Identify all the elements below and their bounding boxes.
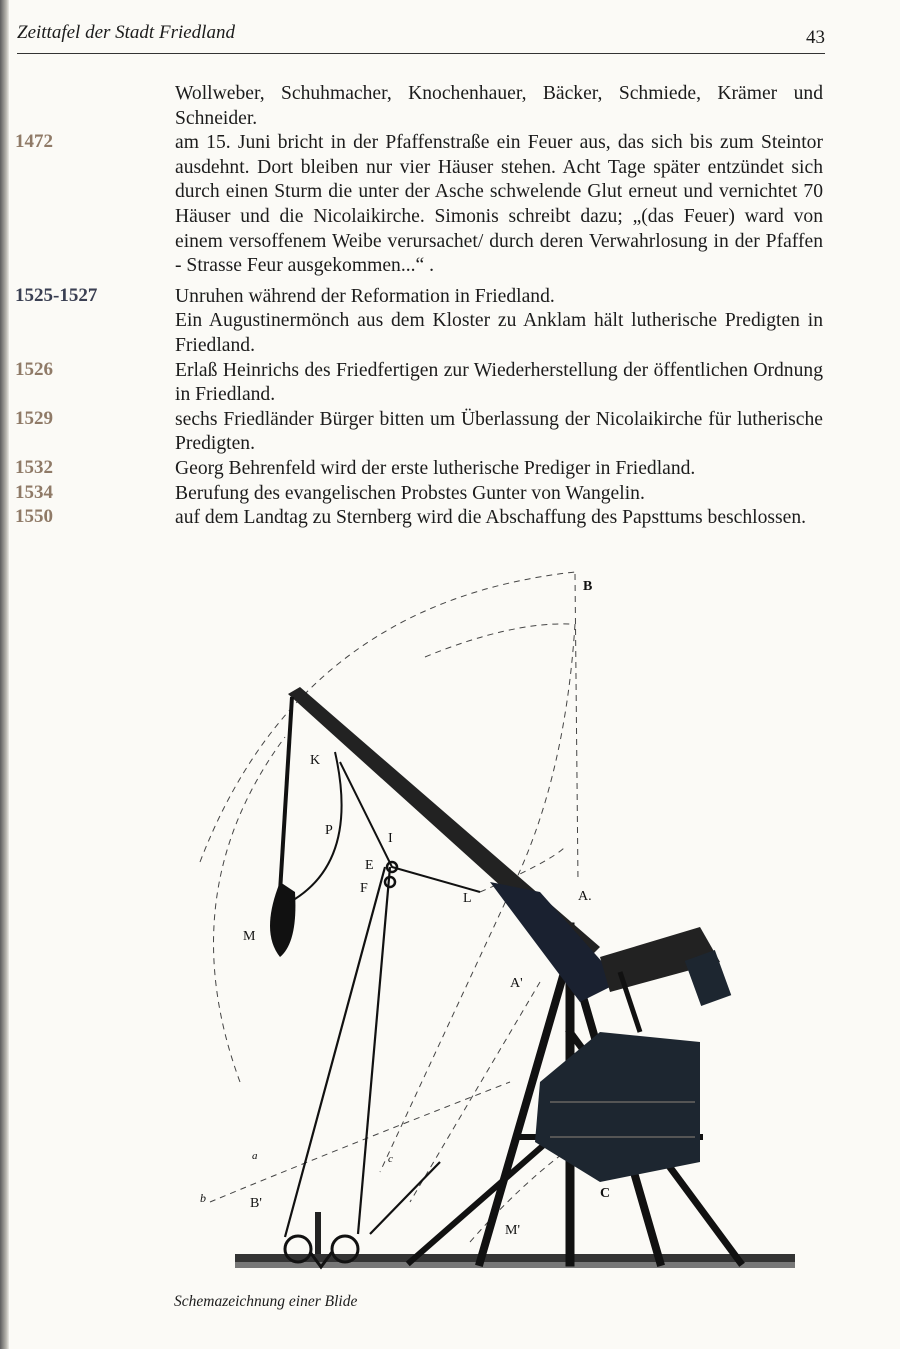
winch-post xyxy=(315,1212,321,1254)
label-b-prime: B' xyxy=(250,1196,262,1211)
entry-year: 1534 xyxy=(15,481,53,503)
label-small-c: c xyxy=(388,1153,393,1165)
label-f: F xyxy=(360,881,368,896)
entry-year: 1532 xyxy=(15,456,53,478)
label-k: K xyxy=(310,753,321,768)
figure-caption: Schemazeichnung einer Blide xyxy=(174,1293,358,1310)
lower-arc xyxy=(210,1082,510,1202)
rope-short xyxy=(370,1162,440,1234)
sling-release-cord xyxy=(290,752,342,902)
entry-year: 1529 xyxy=(15,407,53,429)
label-p: P xyxy=(325,823,333,838)
label-e: E xyxy=(365,858,374,873)
label-small-a: a xyxy=(252,1150,258,1162)
entry-year: 1526 xyxy=(15,358,53,380)
vertical-axis xyxy=(575,574,578,882)
chronology-list xyxy=(0,82,900,531)
chronology-entry xyxy=(0,408,900,457)
upper-arc xyxy=(425,624,570,657)
entry-text: Georg Behrenfeld wird der erste lutherische Prediger in Friedland. xyxy=(175,457,696,479)
label-c: C xyxy=(600,1186,611,1201)
header-rule xyxy=(17,53,825,54)
outer-arc xyxy=(200,572,575,862)
counterweight xyxy=(535,1032,700,1182)
label-m: M xyxy=(243,929,256,944)
entry-text: Erlaß Heinrichs des Friedfertigen zur Wiederherstellung der öffentlichen Ordnung in Friedland. xyxy=(175,359,823,406)
running-title: Zeittafel der Stadt Friedland xyxy=(17,22,235,43)
label-b: B xyxy=(583,579,593,594)
label-a: A. xyxy=(578,889,592,904)
entry-text: auf dem Landtag zu Sternberg wird die Abschaffung des Papsttums beschlossen. xyxy=(175,507,807,529)
chronology-entry xyxy=(0,506,900,531)
chronology-entry xyxy=(0,82,900,131)
label-m-prime: M' xyxy=(505,1223,520,1238)
entry-text: Ein Augustinermönch aus dem Kloster zu Anklam hält lutherische Predigten in Friedland. xyxy=(175,310,823,356)
sling-pouch xyxy=(270,882,295,957)
entry-text: am 15. Juni bricht in der Pfaffenstraße ein Feuer aus, das sich bis zum Steintor ausdehnt. Dort bleiben nur vier Häuser stehen. Acht Tage später entzündet sich durch einen Sturm die unter der Asche schwelende Glut erneut und vernichtet 70 Häuser und die Nicolaikirche. Simonis schreibt dazu; „(das Feuer) ward von einem versoffenem Weibe verursachet/ durch deren Verwahrlosung in der Pfaffen - Strasse Feur ausgekommen...“ . xyxy=(175,132,823,277)
entry-text: Berufung des evangelischen Probstes Gunter von Wangelin. xyxy=(175,482,645,504)
release-line xyxy=(380,892,510,1172)
entry-text: Wollweber, Schuhmacher, Knochenhauer, Bäcker, Schmiede, Krämer und Schneider. xyxy=(175,83,823,129)
entry-text: sechs Friedländer Bürger bitten um Überlassung der Nicolaikirche für lutherische Predigten. xyxy=(175,408,823,455)
chronology-entry xyxy=(0,359,900,408)
entry-year: 1472 xyxy=(15,131,53,153)
trebuchet-diagram xyxy=(180,562,820,1302)
counterweight-box xyxy=(535,1032,700,1182)
entry-text: Unruhen während der Reformation in Friedland. xyxy=(175,285,555,307)
sling-cord xyxy=(280,697,292,892)
label-i: I xyxy=(388,831,393,846)
label-small-b: b xyxy=(200,1191,206,1205)
entry-year: 1550 xyxy=(15,506,53,528)
inner-arc xyxy=(510,624,575,892)
arm-head xyxy=(685,950,731,1006)
rope-left xyxy=(285,867,385,1237)
hauling-ropes xyxy=(285,867,440,1237)
running-header xyxy=(17,22,825,54)
label-l: L xyxy=(463,891,472,906)
chronology-entry xyxy=(0,482,900,507)
entry-year: 1525-1527 xyxy=(15,284,98,306)
chronology-entry xyxy=(0,457,900,482)
page-number: 43 xyxy=(806,27,825,48)
rope-right xyxy=(358,867,390,1234)
chronology-entry xyxy=(0,309,900,358)
chronology-entry xyxy=(0,285,900,310)
chronology-entry xyxy=(0,131,900,279)
label-a-prime: A' xyxy=(510,976,523,991)
